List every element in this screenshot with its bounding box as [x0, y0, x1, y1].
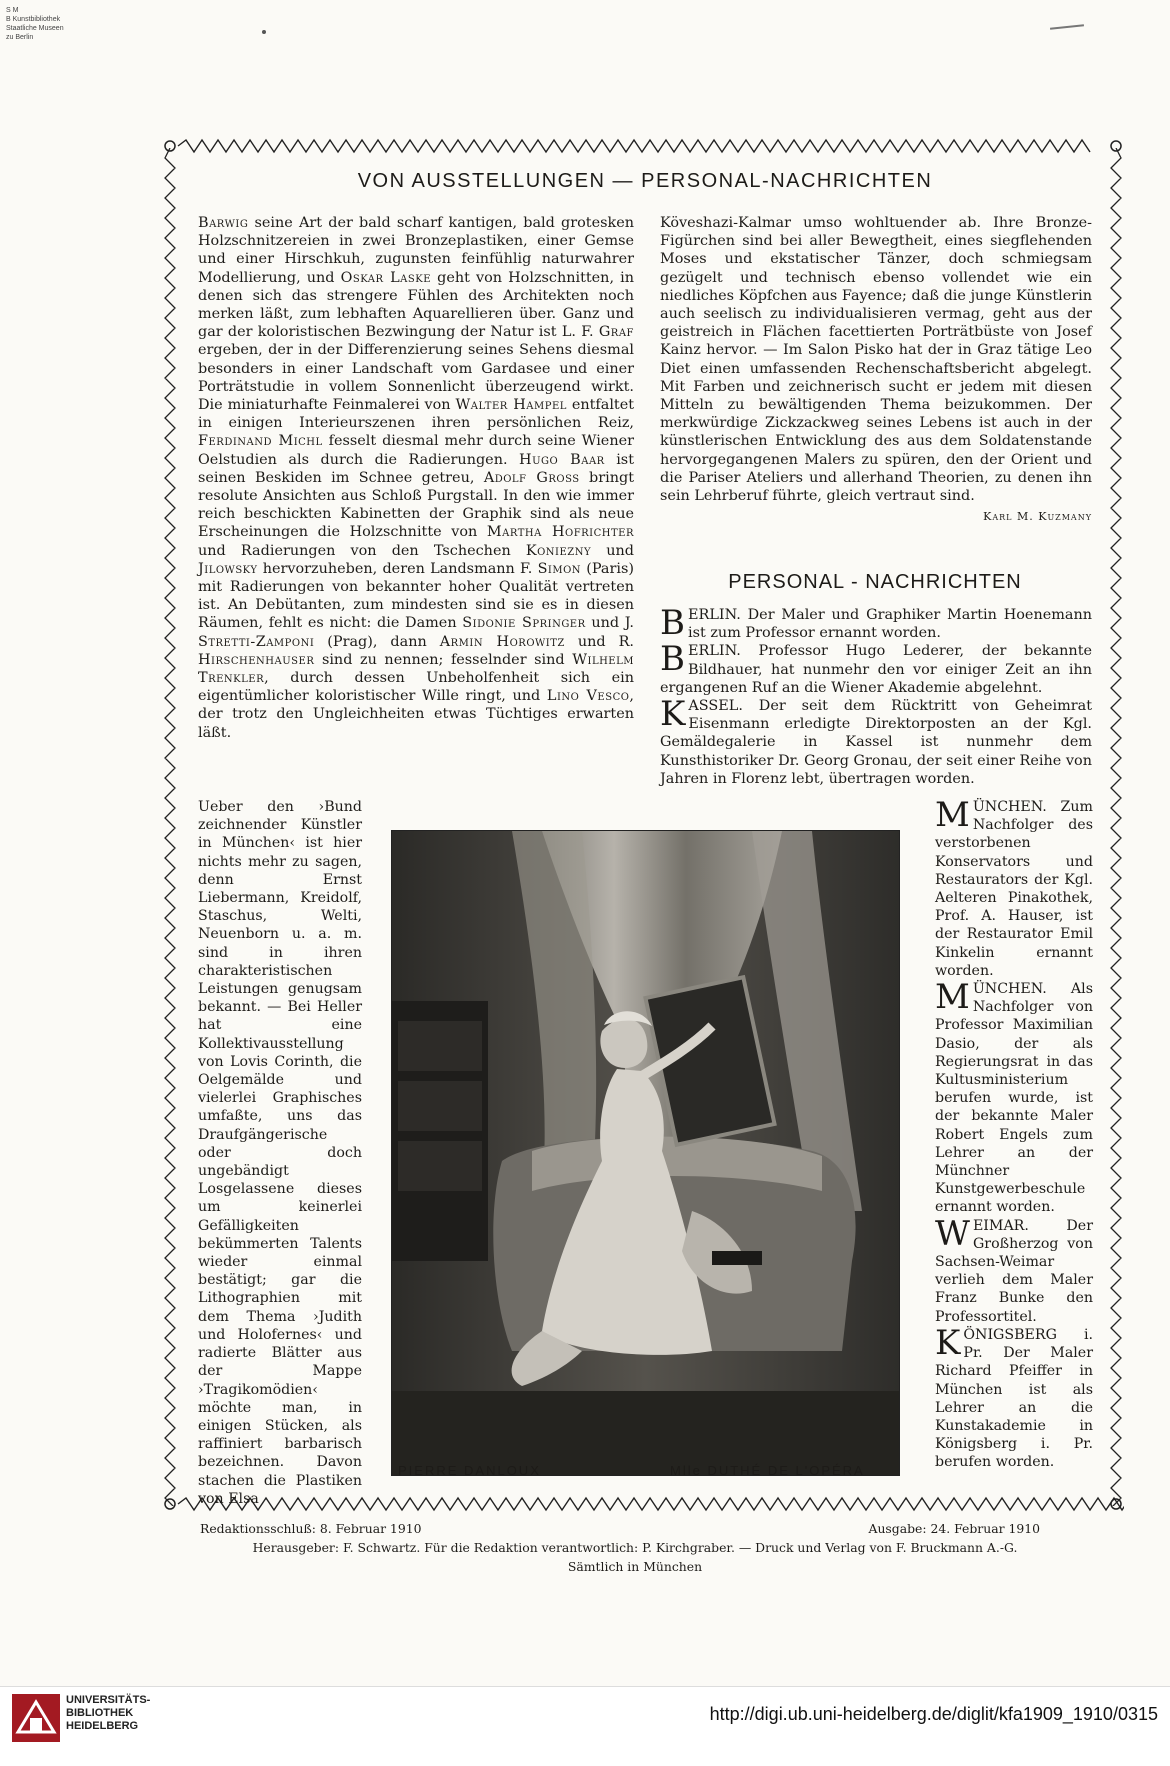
artist-name: Hirschenhauser — [198, 651, 315, 668]
exhibition-report-continued: Köveshazi-Kalmar umso wohltuender ab. Ihre Bronze-Figürchen sind bei aller Bewegtheit, eines siegflehenden Moses und ekstatischer Tänzer, doch schmiegsam gezügelt und technisch ebenso vollendet wie ein niedliches Köpfchen aus Fayence; daß die junge Künstlerin auch seelisch zu individualisieren vermag, geht aus der geistreich in Flächen facettierten Porträtbüste von Josef Kainz hervor. — Im Salon Pisko hat der in Graz tätige Leo Diet einen umfassenden Rechenschaftsbericht abgelegt. Mit Farben und zeichnerisch sucht er jedem mit diesen Mitteln zu bewältigenden Thema beizukommen. Der merkwürdige Zickzackweg seines Lebens ist auch in der künstlerischen Entwicklung des aus dem Soldatenstande hervorgegangenen Malers zu spüren, den der Orient und die Pariser Ateliers und allerhand Theorien, zu denen ihn sein Lehrberuf führte, gleich vertraut sind. — [660, 215, 1092, 505]
library-stamp: S M B Kunstbibliothek Staatliche Museen zu Berlin — [6, 7, 64, 41]
artist-name: Sidonie Springer — [462, 615, 586, 632]
report-text-segment: und J. — [585, 615, 634, 632]
left-ornament-border — [163, 148, 177, 1506]
left-column-top — [198, 214, 634, 742]
news-entry-text: ÜNCHEN. Zum Nachfolger des verstorbenen Konservators und Restaurators der Kgl. Aelteren Pinakothek, Prof. A. Hauser, ist der Restaurator Emil Kinkelin ernannt worden. — [935, 799, 1093, 979]
drop-initial: B — [660, 639, 685, 680]
artist-name: Ferdinand Michl — [198, 433, 323, 450]
right-ornament-border — [1109, 148, 1123, 1506]
report-text-segment: seine Art der bald scharf kantigen, bald grotesken Holzschnitzereien in zwei Bronzeplastiken, einer Gemse und einer Hirschkuh, zugunsten feinfühlig naturwahrer Modellierung, und — [198, 215, 634, 286]
painting-illustration — [392, 831, 899, 1475]
artist-name: Walter Hampel — [455, 397, 567, 414]
source-url[interactable]: http://digi.ub.uni-heidelberg.de/diglit/kfa1909_1910/0315 — [709, 1704, 1158, 1724]
author-signature: Karl M. Kuzmany — [983, 510, 1092, 524]
personal-news-narrow — [935, 795, 1093, 1472]
issue-date: Ausgabe: 24. Februar 1910 — [868, 1521, 1040, 1536]
footer-line-1 — [200, 1519, 1070, 1538]
report-text-segment: ergeben, der in der Differenzierung seines Sehens diesmal besonders in einer Landschaft vom Gardasee und einer Porträtstudie in vollem Sonnenlicht überzeugend wirkt. Die miniaturhafte Feinmalerei von — [198, 342, 634, 414]
news-entry-text: ÖNIGSBERG i. Pr. Der Maler Richard Pfeiffer in München ist als Lehrer an die Kunstakademie in Königsberg i. Pr. berufen worden. — [935, 1326, 1093, 1471]
report-text-segment: und — [591, 542, 634, 559]
news-entry — [935, 795, 1093, 980]
bund-zeichnender-kuenstler-text: Ueber den ›Bund zeichnender Künstler in München‹ ist hier nichts mehr zu sagen, denn Ernst Liebermann, Kreidolf, Staschus, Welti, Neuenborn u. a. m. sind in ihren charakteristischen Leistungen genugsam bekannt. — Bei Heller hat eine Kollektivausstellung von Lovis Corinth, die Oelgemälde und vielerlei Graphisches umfaßte, uns das Draufgängerische oder doch ungebändigt Losgelassene dieses um keinerlei Gefälligkeiten bekümmerten Talents wieder einmal bestätigt; gar die Lithographien mit dem Thema ›Judith und Holofernes‹ und radierte Blätter aus der Mappe ›Tragikomödien‹ möchte man, in einigen Stücken, als raffiniert barbarisch bezeichnen. Davon stachen die Plastiken von Elsa — [198, 799, 362, 1507]
painting-reproduction — [391, 830, 900, 1476]
artist-name: Hugo Baar — [519, 451, 605, 468]
page-header: VON AUSSTELLUNGEN — PERSONAL-NACHRICHTEN — [357, 170, 933, 192]
left-column-narrow — [198, 798, 362, 1508]
pencil-mark — [1050, 24, 1084, 30]
news-entry-text: ÜNCHEN. Als Nachfolger von Professor Maximilian Dasio, der als Regierungsrat in das Kultusministerium berufen wurde, ist der bekannte Maler Robert Engels zum Lehrer an der Münchner Kunstgewerbeschule ernannt worden. — [935, 981, 1093, 1216]
ink-dot — [262, 30, 266, 34]
artist-name: Armin Horowitz — [439, 633, 565, 650]
artist-name: Oskar Laske — [340, 269, 432, 286]
artist-name: Stretti-Zamponi — [198, 633, 315, 650]
artist-name: Simon — [537, 560, 582, 577]
report-text-segment: , durch dessen Unbeholfenheit sich ein eigentümlicher koloristischer Wille ringt, und — [198, 670, 634, 705]
artist-name: Graf — [598, 324, 634, 341]
news-entry-text: ERLIN. Professor Hugo Lederer, der bekannte Bildhauer, hat nunmehr den vor einiger Zeit an ihn ergangenen Ruf an die Wiener Akademie abgelehnt. — [660, 643, 1092, 696]
caption-artist: PIERRE DANLOUX — [398, 1463, 541, 1478]
artist-name: Adolf Gross — [483, 469, 580, 486]
news-entry-text: ASSEL. Der seit dem Rücktritt von Geheimrat Eisenmann erledigte Direktorposten an der Kgl. Gemäldegalerie in Kassel ist nunmehr dem Kunsthistoriker Dr. Georg Gronau, der seit einer Reihe von Jahren in Florenz lebt, übertragen worden. — [660, 698, 1092, 787]
report-text-segment: und R. — [564, 633, 634, 650]
artist-name: Koniezny — [525, 542, 592, 559]
drop-initial: M — [935, 795, 970, 835]
drop-initial: B — [660, 603, 685, 643]
university-name: UNIVERSITÄTS- BIBLIOTHEK HEIDELBERG — [66, 1694, 151, 1732]
drop-initial: W — [935, 1213, 970, 1254]
artist-name: Wilhelm Trenkler — [198, 651, 634, 687]
personal-nachrichten-title: PERSONAL - NACHRICHTEN — [728, 571, 1022, 593]
report-text-segment: (Prag), dann — [314, 633, 440, 650]
university-logo-icon — [10, 1692, 62, 1744]
news-entry — [660, 694, 1092, 788]
report-text-segment: hervorzuheben, deren Landsmann F. — [257, 560, 538, 577]
digitization-bar — [0, 1686, 1170, 1766]
report-text-segment: sind zu nennen; fesselnder sind — [314, 651, 573, 668]
drop-initial: K — [660, 694, 686, 735]
artist-name: Jilowsky — [198, 560, 258, 577]
personal-news-wide — [660, 603, 1092, 788]
report-text-segment: , der trotz den Ungleichheiten etwas Tüchtiges erwarten läßt. — [198, 688, 634, 741]
right-column-top — [660, 214, 1092, 526]
report-text-segment: und Radierungen von den Tschechen — [198, 542, 526, 559]
drop-initial: K — [935, 1322, 961, 1363]
news-entry — [660, 639, 1092, 697]
report-text-segment: fesselt diesmal mehr durch seine Wiener Oelstudien als durch die Radierungen. — [198, 433, 634, 468]
report-text-segment: (Paris) mit Radierungen von bekannter hoher Qualität vertreten ist. An Debütanten, zum mindesten sind sie es in diesen Räumen, fehlt es nicht: die Damen — [198, 560, 634, 632]
caption-title: Mlle DUTHÉ DE L'OPÉRA — [670, 1463, 865, 1478]
artist-name: Lino Vesco — [546, 688, 630, 705]
report-text-segment: bringt resolute Ansichten aus Schloß Purgstall. In den wie immer reich beschickten Kabinetten der Graphik sind als neue Erscheinungen die Holzschnitte von — [198, 469, 635, 541]
footer-line-3: Sämtlich in München — [567, 1559, 703, 1574]
news-entry — [660, 603, 1092, 643]
news-entry — [935, 1213, 1093, 1326]
footer-line-2: Herausgeber: F. Schwartz. Für die Redaktion verantwortlich: P. Kirchgraber. — Druck und Verlag von F. Bruckmann A.-G. — [252, 1540, 1018, 1555]
drop-initial: M — [935, 977, 970, 1018]
news-entry — [935, 1322, 1093, 1472]
news-entry-text: ERLIN. Der Maler und Graphiker Martin Hoenemann ist zum Professor ernannt worden. — [688, 607, 1092, 642]
report-text-segment: ist seinen Beskiden im Schnee getreu, — [198, 451, 634, 486]
report-text-segment: geht von Holzschnitten, in denen sich das strengere Fühlen des Architekten noch merken läßt, zum lebhaften Aquarellieren über. Ganz und gar der koloristischen Bezwingung der Natur ist L. F. — [198, 269, 634, 341]
top-ornament-border — [162, 138, 1124, 154]
news-entry — [935, 977, 1093, 1217]
exhibition-report-text — [198, 214, 634, 742]
news-entry-text: EIMAR. Der Großherzog von Sachsen-Weimar verlieh dem Maler Franz Bunke den Professortitel. — [935, 1217, 1093, 1325]
artist-name: Martha Hofrichter — [486, 524, 634, 541]
report-text-segment: entfaltet in einigen Interieurszenen ihren persönlichen Reiz, — [198, 397, 635, 432]
editorial-deadline: Redaktionsschluß: 8. Februar 1910 — [200, 1521, 422, 1536]
artist-name: Barwig — [198, 215, 249, 231]
